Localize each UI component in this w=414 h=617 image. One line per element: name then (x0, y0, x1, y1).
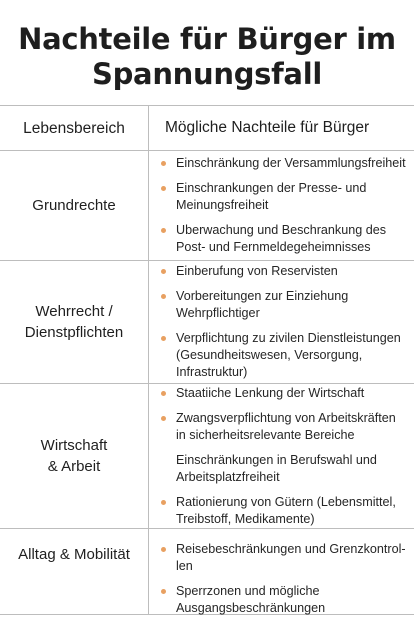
disadvantages-cell (149, 261, 414, 383)
area-label: Wehrrecht / Dienstpflichten (24, 303, 124, 341)
area-cell (0, 261, 149, 383)
list-item: Reisebeschränkungen und Grenzkontrol- len (160, 541, 414, 575)
table-header-row (0, 106, 414, 151)
disadvantages-cell (149, 151, 414, 260)
table-row-wirtschaft (0, 384, 414, 529)
table-row-alltag (0, 529, 414, 615)
area-cell (0, 529, 149, 614)
list-item: Vorbereitungen zur Einziehung Wehrpflichtiger (160, 288, 414, 322)
title-line-2: Spannungsfall (92, 57, 322, 91)
list-item: Verpflichtung zu zivilen Dienstleistungen (Gesundheitswesen, Versorgung, Infrastruktur) (160, 330, 414, 381)
area-label: Wirtschaft & Arbeit (40, 437, 108, 475)
title-line-1: Nachteile für Bürger im (18, 22, 396, 56)
list-item: Uberwachung und Beschrankung des Post- und Fernmeldegeheimnisses (160, 222, 414, 256)
list-item: Einschränkungen in Berufswahl und Arbeitsplatzfreiheit (176, 452, 377, 484)
list-item: Einschrankungen der Presse- und Meinungsfreiheit (160, 180, 414, 214)
list-item: Sperrzonen und mögliche Ausgangsbeschränkungen (160, 583, 414, 617)
list-item: Zwangsverpflichtung von Arbeitskräften in sicherheitsrelevante Bereiche (160, 410, 414, 444)
disadvantages-table (0, 105, 414, 615)
area-cell (0, 384, 149, 528)
disadvantages-cell (149, 384, 414, 528)
table-row-wehrrecht (0, 261, 414, 384)
list-item: Einschränkung der Versammlungsfreiheit (160, 155, 414, 172)
area-cell (0, 151, 149, 260)
header-lebensbereich: Lebensbereich (0, 106, 149, 150)
area-label: Alltag & Mobilität (18, 546, 130, 563)
table-row-grundrechte (0, 151, 414, 261)
disadvantages-cell (149, 529, 414, 617)
area-label: Grundrechte (32, 197, 116, 214)
list-item: Einberufung von Reservisten (160, 263, 414, 280)
page-title (0, 0, 414, 92)
header-nachteile: Mögliche Nachteile für Bürger (165, 119, 370, 136)
list-item: Staatiiche Lenkung der Wirtschaft (160, 385, 414, 402)
list-item: Rationierung von Gütern (Lebensmittel, Treibstoff, Medikamente) (160, 494, 414, 528)
